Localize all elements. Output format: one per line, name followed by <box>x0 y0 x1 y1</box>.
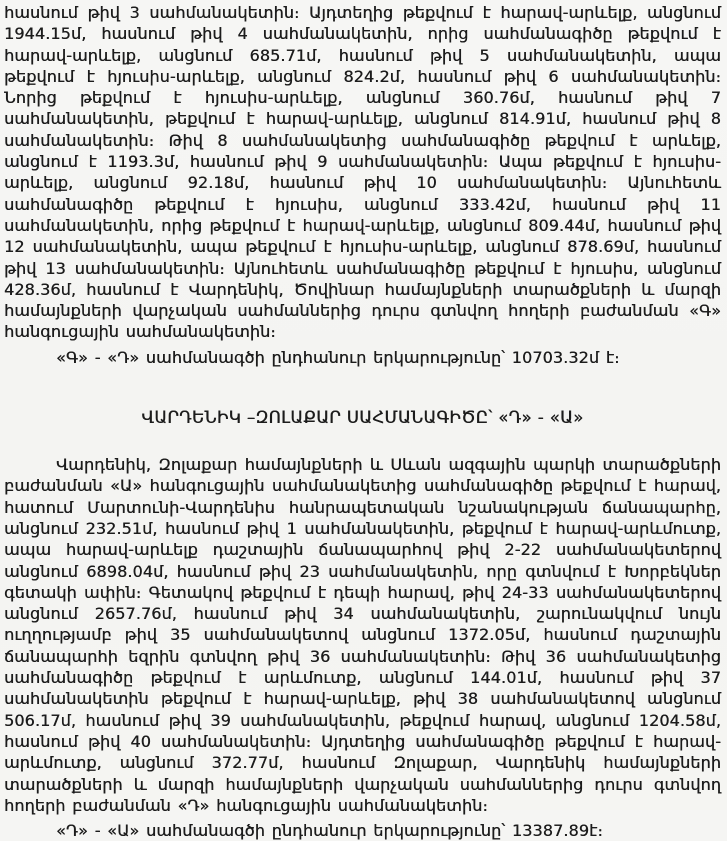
boundary-description-paragraph-d-a: Վարդենիկ, Զոլաքար համայնքների և Սևան ազգային պարկի տարածքների բաժանման «Ա» հանգուցային սահմանակետից սահմանագիծը թեքվում է հարավ, հատում Մարտունի-Վարդենիս հանրապետական նշանակության ճանապարհը, անցնում 232.51մ, հասնում թիվ 1 սահմանակետին, թեքվում է հարավ-արևմուտք, ապա հարավ-արևելք դաշտային ճանապարհով թիվ 2-22 սահմանակետերով անցնում 6898.04մ, հասնում թիվ 23 սահմանակետին, որը գտնվում է Խորբեկներ գետակի ափին։ Գետակով թեքվում է դեպի հարավ, թիվ 24-33 սահմանակետերով անցնում 2657.76մ, հասնում թիվ 34 սահմանակետին, շարունակվում նույն ուղղությամբ թիվ 35 սահմանակետով անցնում 1372.05մ, հասնում դաշտային ճանապարհի եզրին գտնվող թիվ 36 սահմանակետին։ Թիվ 36 սահմանակետից սահմանագիծը թեքվում է արևմուտք, անցնում 144.01մ, հասնում թիվ 37 սահմանակետին թեքվում է հարավ-արևելք, թիվ 38 սահմանակետով անցնում 506.17մ, հասնում թիվ 39 սահմանակետին, թեքվում հարավ, անցնում 1204.58մ, հասնում թիվ 40 սահմանակետին։ Այդտեղից սահմանագիծը թեքվում է հարավ-արևմուտք, անցնում 372.77մ, հասնում Զոլաքար, Վարդենիկ համայնքների տարածքների և մարզի համայնքների վարչական սահմաններից դուրս գտնվող հողերի բաժանման «Դ» հանգուցային սահմանակետին։ <box>4 455 721 815</box>
total-length-line-d-a: «Դ» - «Ա» սահմանագծի ընդհանուր երկարությունը՝ 13387.89է։ <box>56 821 603 841</box>
section-heading-vardenik-zolakar: ՎԱՐԴԵՆԻԿ –ԶՈԼԱՔԱՐ ՍԱՀՄԱՆԱԳԻԾԸ՝ «Դ» - «Ա» <box>141 408 584 428</box>
boundary-description-paragraph-g-d: հասնում թիվ 3 սահմանակետին։ Այդտեղից թեքվում է հարավ-արևելք, անցնում 1944.15մ, հասնում թիվ 4 սահմանակետին, որից սահմանագիծը թեքվում է հարավ-արևելք, անցնում 685.71մ, հասնում թիվ 5 սահմանակետին, ապա թեքվում է հյուսիս-արևելք, անցնում 824.2մ, հասնում թիվ 6 սահմանակետին։ Նորից թեքվում է հյուսիս-արևելք, անցնում 360.76մ, հասնում թիվ 7 սահմանակետին, թեքվում է հարավ-արևելք, անցնում 814.91մ, հասնում թիվ 8 սահմանակետին։ Թիվ 8 սահմանակետից սահմանագիծը թեքվում է արևելք, անցնում է 1193.3մ, հասնում թիվ 9 սահմանակետին։ Ապա թեքվում է հյուսիս-արևելք, անցնում 92.18մ, հասնում թիվ 10 սահմանակետին։ Այնուհետև սահմանագիծը թեքվում է հյուսիս, անցնում 333.42մ, հասնում թիվ 11 սահմանակետին, որից թեքվում է հարավ-արևելք, անցնում 809.44մ, հասնում թիվ 12 սահմանակետին, ապա թեքվում է հյուսիս-արևելք, անցնում 878.69մ, հասնում թիվ 13 սահմանակետին։ Այնուհետև սահմանագիծը թեքվում է հյուսիս, անցնում 428.36մ, հասնում է Վարդենիկ, Ծովինար համայնքների տարածքների և մարզի համայնքների վարչական սահմաններից դուրս գտնվող հողերի բաժանման «Գ» հանգուցային սահմանակետին։ <box>4 3 721 342</box>
total-length-line-g-d: «Գ» - «Դ» սահմանագծի ընդհանուր երկարությունը՝ 10703.32մ է։ <box>56 347 620 367</box>
